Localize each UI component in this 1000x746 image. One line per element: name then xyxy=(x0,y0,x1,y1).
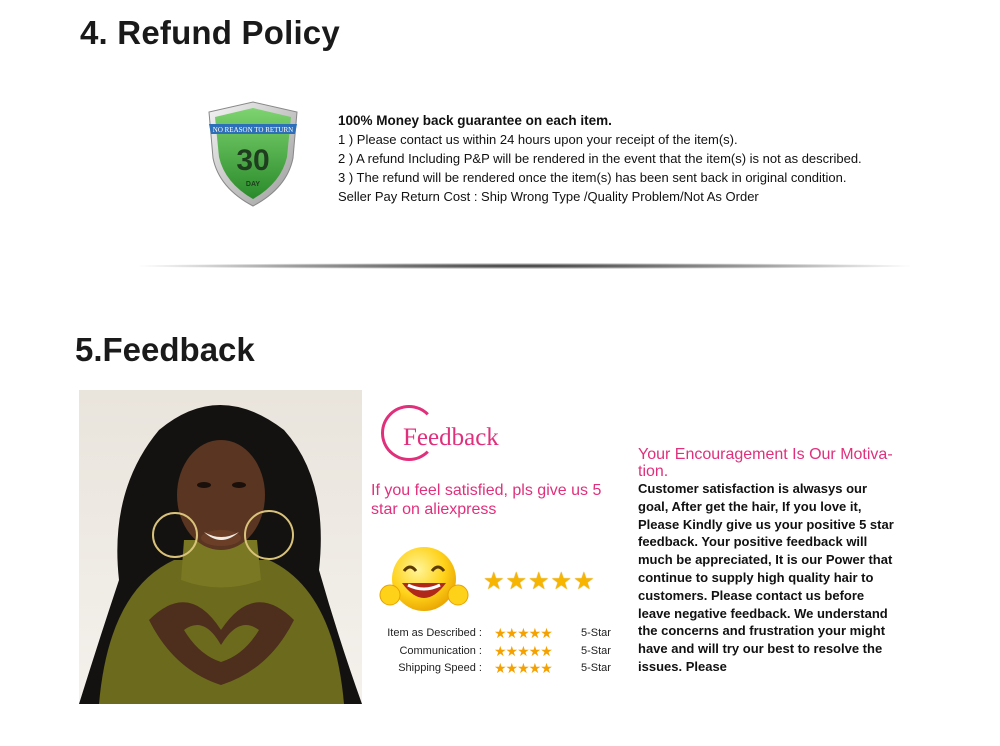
svg-text:DAY: DAY xyxy=(245,181,261,188)
rating-row xyxy=(372,644,617,660)
model-photo xyxy=(79,390,362,704)
rating-label: Item as Described : xyxy=(387,627,482,639)
policy-line-4: Seller Pay Return Cost : Ship Wrong Type /Quality Problem/Not As Order xyxy=(338,189,759,204)
laughing-emoji-icon xyxy=(378,545,470,617)
policy-line-3: 3 ) The refund will be rendered once the item(s) has been sent back in original condition. xyxy=(338,170,847,185)
rating-stars-icon: ★★★★★ xyxy=(494,625,552,641)
svg-text:30: 30 xyxy=(236,144,270,177)
encouragement-heading: Your Encouragement Is Our Motiva-tion. xyxy=(638,446,893,480)
refund-policy-text xyxy=(338,111,862,206)
thirty-day-badge-icon xyxy=(205,100,301,208)
rating-stars-icon: ★★★★★ xyxy=(494,643,552,659)
five-star-icon-row: ★★★★★ xyxy=(483,568,596,595)
rating-value: 5-Star xyxy=(581,662,611,674)
rating-row xyxy=(372,661,617,677)
refund-policy-title: 4. Refund Policy xyxy=(80,14,340,51)
rating-row xyxy=(372,626,617,642)
satisfaction-prompt: If you feel satisfied, pls give us 5 star on aliexpress xyxy=(371,482,602,518)
feedback-title: 5.Feedback xyxy=(75,331,255,368)
policy-headline: 100% Money back guarantee on each item. xyxy=(338,113,612,128)
rating-label: Shipping Speed : xyxy=(398,662,482,674)
section-divider xyxy=(140,263,910,269)
rating-value: 5-Star xyxy=(581,627,611,639)
rating-value: 5-Star xyxy=(581,645,611,657)
feedback-logo-text: Feedback xyxy=(403,424,499,451)
rating-label: Communication : xyxy=(399,645,482,657)
rating-stars-icon: ★★★★★ xyxy=(494,660,552,676)
policy-line-2: 2 ) A refund Including P&P will be rendered in the event that the item(s) is not as described. xyxy=(338,151,862,166)
policy-line-1: 1 ) Please contact us within 24 hours upon your receipt of the item(s). xyxy=(338,132,738,147)
encouragement-body: Customer satisfaction is alwasys our goal, After get the hair, If you love it, Please Kindly give us your positive 5 star feedback. Your positive feedback will much be appreciated, It is our Power that continue to supply high quality hair to customers. Please contact us before leave negative feedback. We understand the concerns and frustration your might have and will try our best to resolve the issues. Please xyxy=(638,481,894,674)
svg-text:NO REASON TO RETURN: NO REASON TO RETURN xyxy=(212,126,294,134)
